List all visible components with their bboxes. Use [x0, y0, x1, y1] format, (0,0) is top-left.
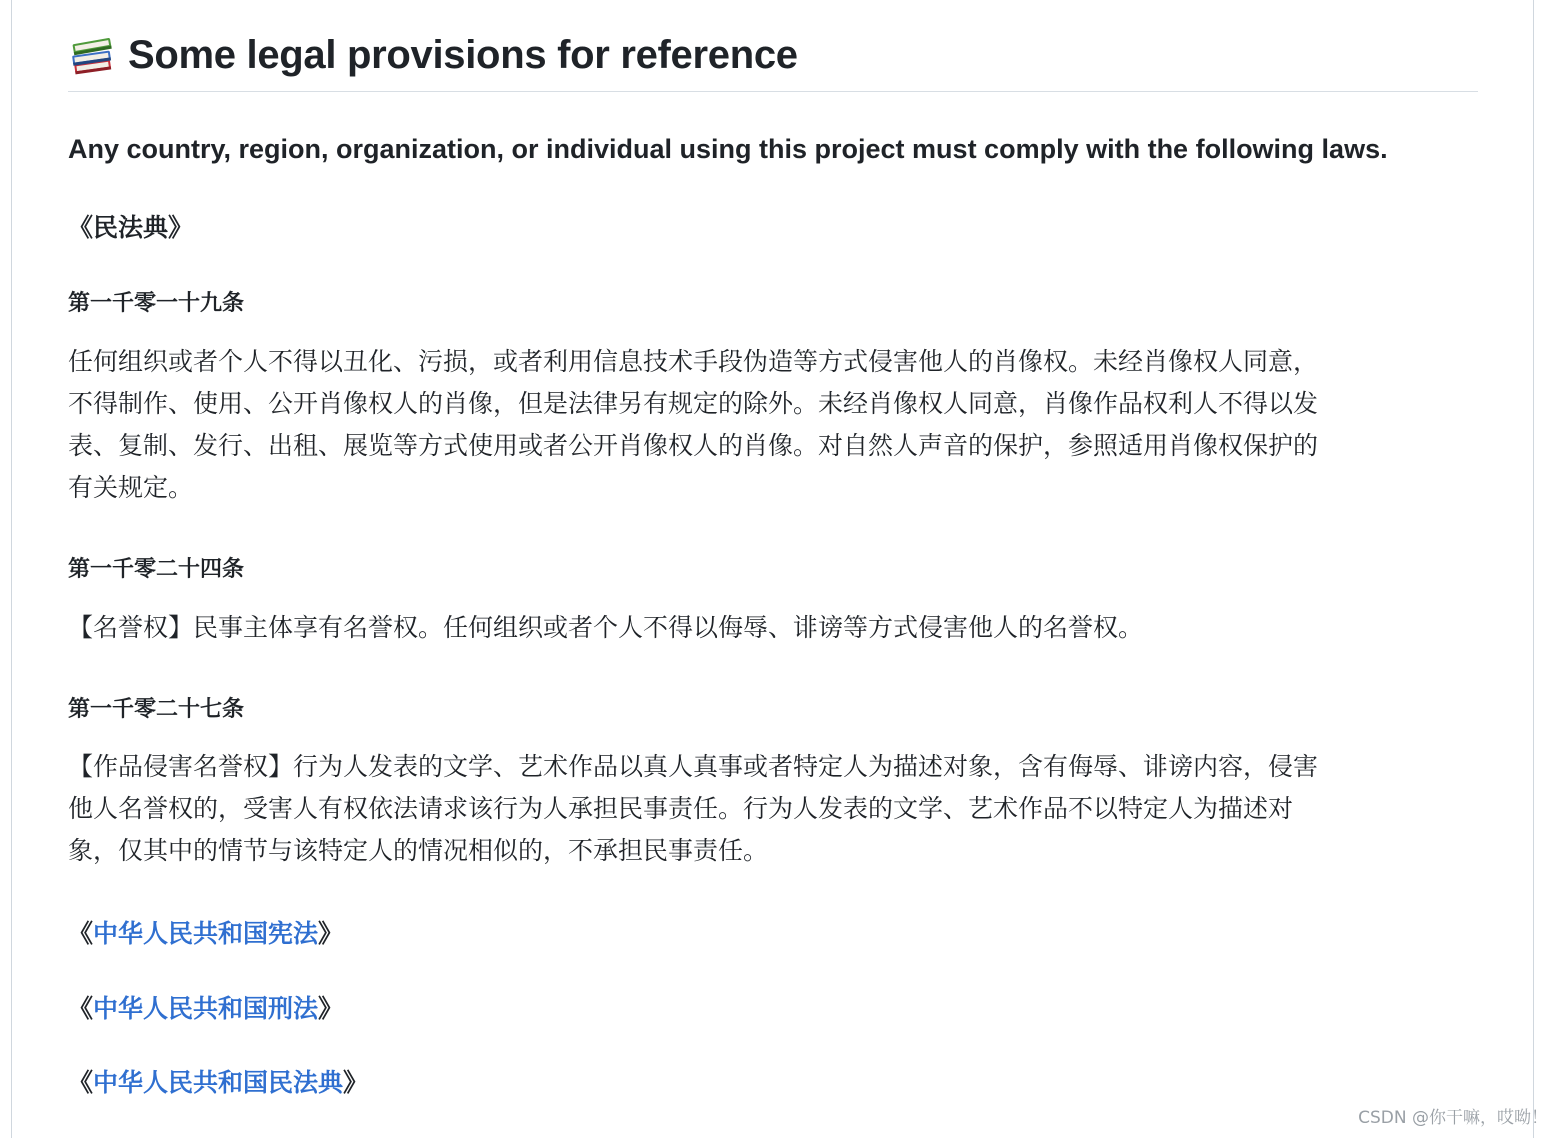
law-link-constitution	[68, 914, 343, 950]
article-line: 不得制作、使用、公开肖像权人的肖像，但是法律另有规定的除外。未经肖像权人同意，肖像作品权利人不得以发	[68, 389, 1319, 418]
article-line: 他人名誉权的，受害人有权依法请求该行为人承担民事责任。行为人发表的文学、艺术作品不以特定人为描述对	[68, 794, 1294, 823]
article-body-1019	[68, 341, 1468, 509]
criminal-law-link[interactable]: 中华人民共和国刑法	[93, 994, 319, 1023]
bracket-close: 》	[343, 1068, 369, 1097]
article-line: 【名誉权】民事主体享有名誉权。任何组织或者个人不得以侮辱、诽谤等方式侵害他人的名誉权。	[68, 613, 1144, 642]
article-title-1024: 第一千零二十四条	[68, 557, 245, 582]
page-border-left	[11, 0, 12, 1138]
civil-code-title: 《民法典》	[68, 213, 194, 242]
civil-code-link[interactable]: 中华人民共和国民法典	[93, 1068, 344, 1097]
article-title-1027: 第一千零二十七条	[68, 697, 245, 722]
article-line: 表、复制、发行、出租、展览等方式使用或者公开肖像权人的肖像。对自然人声音的保护，参照适用肖像权保护的	[68, 431, 1319, 460]
article-line: 有关规定。	[68, 473, 194, 502]
bracket-close: 》	[318, 919, 344, 948]
page-border-right	[1533, 0, 1534, 1138]
bracket-close: 》	[318, 994, 344, 1023]
books-icon	[68, 32, 116, 80]
bracket-open: 《	[68, 994, 94, 1023]
article-line: 任何组织或者个人不得以丑化、污损，或者利用信息技术手段伪造等方式侵害他人的肖像权。未经肖像权人同意，	[68, 347, 1319, 376]
article-body-1024	[68, 607, 1468, 649]
section-heading	[68, 28, 1478, 92]
constitution-link[interactable]: 中华人民共和国宪法	[93, 919, 319, 948]
intro-text: Any country, region, organization, or individual using this project must comply with the following laws.	[68, 134, 1388, 164]
article-line: 【作品侵害名誉权】行为人发表的文学、艺术作品以真人真事或者特定人为描述对象，含有侮辱、诽谤内容，侵害	[68, 752, 1319, 781]
csdn-watermark: CSDN @你干嘛，哎呦！	[1358, 1108, 1548, 1128]
article-line: 象，仅其中的情节与该特定人的情况相似的，不承担民事责任。	[68, 836, 769, 865]
article-title-1019: 第一千零一十九条	[68, 291, 245, 316]
law-link-civil-code	[68, 1063, 368, 1099]
law-link-criminal-law	[68, 989, 343, 1025]
bracket-open: 《	[68, 919, 94, 948]
bracket-open: 《	[68, 1068, 94, 1097]
article-body-1027	[68, 746, 1468, 872]
page-title: Some legal provisions for reference	[128, 33, 798, 77]
